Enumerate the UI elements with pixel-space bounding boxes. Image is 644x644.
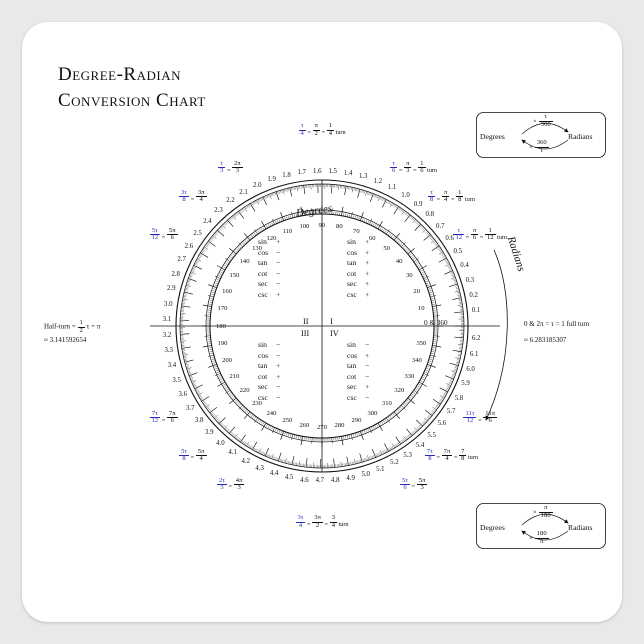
trig-row (345, 258, 375, 269)
degree-tick-label-350: 350 (416, 340, 427, 348)
special-angle-300: $\frac{5\tau}{6}$ = $\frac{5\pi}{3}$ (402, 476, 426, 492)
radian-tick-label-0p8: 0.8 (425, 211, 434, 219)
special-angle-60: $\frac{\tau}{6}$ = $\frac{\pi}{3}$ = $\frac{1}{6}$ turn (392, 159, 438, 175)
degree-tick-label-10: 10 (417, 304, 425, 312)
special-angle-330: $\frac{11\tau}{12}$ = $\frac{11\pi}{6}$ (465, 409, 495, 425)
degree-tick-label-290: 290 (351, 417, 362, 425)
degree-tick-label-130: 130 (252, 245, 262, 253)
trig-row (256, 269, 286, 280)
trig-sign: − (275, 350, 281, 360)
trig-function-name: csc (258, 392, 268, 402)
radian-tick-label-5p3: 5.3 (403, 451, 412, 459)
radian-tick-label-2p4: 2.4 (203, 217, 212, 225)
special-angle-210: $\frac{7\tau}{12}$ = $\frac{7\pi}{6}$ (151, 409, 176, 425)
trig-function-name: sin (347, 237, 356, 246)
radian-tick-label-3p4: 3.4 (167, 362, 177, 370)
trig-sign: + (275, 371, 281, 381)
radian-tick-label-0p7: 0.7 (436, 222, 445, 230)
title-line-1: Degree-Radian (58, 64, 181, 85)
radian-tick-label-5p5: 5.5 (427, 431, 436, 439)
degree-tick-label-200: 200 (222, 357, 232, 365)
radian-tick-label-3p7: 3.7 (186, 404, 195, 412)
radians-axis-label: Radians (504, 234, 528, 274)
radian-tick-label-5p1: 5.1 (376, 466, 385, 473)
radian-tick-label-4p9: 4.9 (346, 474, 355, 482)
bottom-box-bottom-factor: × $\frac{180}{\pi}$ (529, 530, 547, 545)
trig-row (345, 290, 375, 301)
degree-tick-label-120: 120 (266, 235, 277, 243)
degree-tick-label-110: 110 (282, 227, 293, 235)
degree-tick-label-270: 270 (317, 423, 327, 431)
trig-sign: − (275, 340, 281, 349)
radian-tick-label-0p6: 0.6 (445, 234, 454, 242)
bottom-right-box (476, 503, 606, 547)
trig-row (256, 351, 286, 362)
radian-tick-label-2p5: 2.5 (193, 229, 202, 237)
trig-sign: + (364, 237, 370, 246)
degree-tick-label-310: 310 (381, 399, 392, 407)
trig-sign: − (275, 392, 281, 402)
trig-row (256, 372, 286, 383)
radian-tick-label-4p1: 4.1 (228, 449, 237, 457)
radian-tick-label-2p3: 2.3 (214, 206, 223, 214)
trig-function-name: sin (258, 340, 267, 349)
radian-tick-label-0p5: 0.5 (453, 248, 463, 256)
top-box-top-factor: × $\frac{\tau}{360}$ (533, 113, 551, 128)
trig-row (345, 372, 375, 383)
trig-row (256, 258, 286, 269)
degree-tick-label-80: 80 (336, 223, 343, 231)
trig-sign: − (364, 340, 370, 349)
radian-tick-label-3p8: 3.8 (194, 417, 204, 425)
radian-tick-label-5p4: 5.4 (415, 442, 425, 450)
radian-tick-label-0p1: 0.1 (471, 307, 481, 315)
trig-sign: − (364, 392, 370, 402)
degree-tick-label-220: 220 (239, 387, 250, 395)
title-line-2: Conversion Chart (58, 89, 206, 111)
trig-sign: + (364, 279, 370, 288)
trig-sign: + (364, 382, 370, 391)
degree-tick-label-90: 90 (318, 221, 326, 229)
degree-tick-label-20: 20 (413, 287, 420, 295)
radian-tick-label-2p7: 2.7 (177, 256, 186, 264)
degree-tick-label-330: 330 (404, 373, 415, 380)
radian-tick-label-4p2: 4.2 (241, 457, 250, 465)
special-angle-240: $\frac{2\tau}{3}$ = $\frac{4\pi}{3}$ (219, 476, 243, 492)
radian-tick-label-4p7: 4.7 (315, 477, 325, 485)
degree-tick-label-300: 300 (367, 409, 378, 417)
top-right-box (476, 112, 606, 156)
trig-function-name: sin (347, 340, 356, 349)
trig-function-name: tan (347, 361, 357, 370)
bottom-box-top-factor: × $\frac{\pi}{180}$ (533, 504, 551, 519)
degree-tick-label-60: 60 (369, 235, 376, 243)
trig-function-name: cos (258, 247, 269, 257)
trig-row (256, 279, 286, 290)
trig-sign: − (364, 361, 370, 370)
trig-function-name: cot (258, 268, 268, 278)
trig-sign: + (275, 289, 281, 299)
radian-tick-label-2p9: 2.9 (167, 285, 176, 293)
radian-tick-label-4p8: 4.8 (331, 476, 340, 484)
radian-tick-label-3p3: 3.3 (164, 346, 173, 354)
trig-function-name: sec (347, 279, 357, 288)
trig-sign: + (364, 258, 370, 267)
trig-function-name: cot (347, 268, 357, 278)
radian-tick-label-0p2: 0.2 (469, 291, 478, 299)
trig-sign: − (275, 382, 281, 391)
trig-row (256, 382, 286, 393)
radian-tick-label-4p6: 4.6 (300, 476, 309, 484)
radian-tick-label-4p5: 4.5 (284, 474, 294, 482)
trig-function-name: sin (258, 237, 267, 246)
top-box-left-label: Degrees (480, 132, 505, 141)
special-angle-90: $\frac{\tau}{4}$ = $\frac{\pi}{2}$ = $\frac{1}{4}$ turn (300, 122, 346, 137)
trig-function-name: sec (347, 382, 357, 391)
radian-tick-label-2p8: 2.8 (171, 270, 180, 278)
radian-tick-label-1p1: 1.1 (387, 184, 397, 192)
trig-function-name: tan (258, 361, 268, 370)
trig-row (345, 351, 375, 362)
special-angle-150: $\frac{5\tau}{12}$ = $\frac{5\pi}{6}$ (151, 226, 176, 242)
trig-row (345, 382, 375, 393)
radian-tick-label-3p2: 3.2 (162, 331, 172, 339)
radian-tick-label-5p2: 5.2 (390, 459, 399, 467)
trig-row (345, 393, 375, 404)
full-turn-note: 0 & 2π = τ = 1 full turn (524, 320, 590, 328)
degree-tick-label-150: 150 (229, 272, 240, 279)
quadrant-III-signs (256, 340, 286, 403)
trig-row (345, 279, 375, 290)
top-box-bottom-factor: × $\frac{360}{\tau}$ (529, 139, 547, 154)
trig-function-name: sec (258, 279, 268, 288)
trig-function-name: tan (258, 258, 268, 267)
trig-sign: + (275, 361, 281, 370)
degree-tick-label-260: 260 (299, 421, 310, 429)
degree-tick-label-100: 100 (299, 223, 310, 231)
radian-tick-label-3p5: 3.5 (172, 376, 181, 384)
top-box-right-label: Radians (568, 132, 593, 141)
degree-tick-label-160: 160 (222, 287, 232, 295)
radian-tick-label-1p5: 1.5 (328, 167, 337, 175)
special-angle-225: $\frac{5\tau}{8}$ = $\frac{5\pi}{4}$ (181, 447, 205, 463)
quadrant-II-label: II (303, 317, 309, 326)
full-turn-value: ≈ 6.283185307 (524, 336, 567, 344)
radian-tick-label-1p9: 1.9 (267, 175, 276, 183)
degree-tick-label-180: 180 (216, 322, 226, 330)
degree-tick-label-140: 140 (239, 257, 250, 265)
special-angle-45: $\frac{\tau}{8}$ = $\frac{\pi}{4}$ = $\frac{1}{8}$ turn (429, 188, 475, 204)
radian-tick-label-4p0: 4.0 (216, 439, 225, 447)
trig-sign: − (275, 247, 281, 257)
radian-tick-label-2p6: 2.6 (184, 242, 194, 250)
radian-tick-label-1p6: 1.6 (312, 167, 322, 175)
radian-tick-label-1p0: 1.0 (401, 192, 410, 200)
trig-function-name: tan (347, 258, 357, 267)
trig-function-name: cos (347, 350, 358, 360)
degree-tick-label-320: 320 (394, 387, 405, 395)
radian-tick-label-0p3: 0.3 (465, 276, 475, 284)
special-angle-30: $\frac{\tau}{12}$ = $\frac{\pi}{6}$ = $\frac{1}{12}$ turn (455, 226, 508, 242)
degree-tick-label-340: 340 (411, 357, 422, 365)
radian-tick-label-1p8: 1.8 (282, 171, 291, 179)
trig-sign: − (364, 371, 370, 381)
trig-function-name: csc (347, 392, 357, 402)
radian-tick-label-0p9: 0.9 (413, 201, 423, 209)
radian-tick-label-6p2: 6.2 (471, 335, 481, 343)
radian-tick-label-1p4: 1.4 (343, 169, 353, 177)
radian-tick-label-5p6: 5.6 (437, 420, 447, 428)
degrees-axis-label: Degrees (295, 202, 333, 220)
degree-tick-label-70: 70 (353, 227, 360, 235)
quadrant-III-label: III (301, 329, 310, 338)
trig-row (345, 361, 375, 372)
radian-tick-label-5p7: 5.7 (446, 407, 456, 415)
radian-tick-label-5p8: 5.8 (454, 394, 464, 402)
quadrant-I-signs (345, 237, 375, 300)
special-angle-135: $\frac{3\tau}{8}$ = $\frac{3\pi}{4}$ (181, 188, 205, 204)
radian-tick-label-6p1: 6.1 (469, 350, 479, 358)
trig-sign: + (364, 247, 370, 257)
special-angle-120: $\frac{\tau}{3}$ = $\frac{2\pi}{3}$ (220, 159, 241, 175)
radian-tick-label-3p0: 3.0 (164, 300, 173, 308)
special-angle-270: $\frac{3\tau}{4}$ = $\frac{3\pi}{2}$ = $\frac{3}{4}$ turn (297, 514, 349, 529)
trig-sign: + (364, 268, 370, 278)
radian-tick-label-2p1: 2.1 (239, 188, 248, 196)
trig-sign: + (364, 350, 370, 360)
degree-tick-label-30: 30 (405, 272, 413, 279)
trig-row (345, 248, 375, 259)
zero-360-label: 0 & 360 (424, 319, 448, 327)
trig-row (256, 361, 286, 372)
degree-tick-label-280: 280 (334, 421, 345, 429)
radian-tick-label-2p0: 2.0 (252, 181, 262, 189)
radian-tick-label-3p9: 3.9 (204, 429, 214, 437)
special-angle-315: $\frac{7\tau}{8}$ = $\frac{7\pi}{4}$ = $\frac{7}{8}$ turn (426, 447, 478, 463)
trig-function-name: cos (258, 350, 269, 360)
quadrant-IV-signs (345, 340, 375, 403)
trig-function-name: cot (258, 371, 268, 381)
bottom-box-left-label: Degrees (480, 523, 505, 532)
trig-sign: − (275, 279, 281, 288)
degree-tick-label-170: 170 (217, 304, 228, 312)
radian-tick-label-4p4: 4.4 (269, 469, 279, 477)
half-turn-note: Half-turn = $\frac{1}{2}$ τ = π (44, 319, 101, 334)
degree-tick-label-50: 50 (383, 245, 390, 253)
quadrant-IV-label: IV (330, 329, 339, 338)
radian-tick-label-2p2: 2.2 (226, 197, 235, 205)
quadrant-I-label: I (330, 317, 333, 326)
trig-row (345, 340, 375, 351)
degree-tick-label-250: 250 (282, 417, 293, 425)
radian-tick-label-5p9: 5.9 (461, 380, 470, 388)
radian-tick-label-1p7: 1.7 (297, 168, 307, 176)
radian-tick-label-1p3: 1.3 (358, 173, 368, 181)
bottom-box-right-label: Radians (568, 523, 593, 532)
radian-tick-label-1p2: 1.2 (373, 178, 383, 186)
radian-tick-label-0p4: 0.4 (460, 262, 469, 270)
trig-sign: − (275, 258, 281, 267)
radian-tick-label-6p0: 6.0 (466, 365, 475, 373)
radian-tick-label-4p3: 4.3 (255, 464, 264, 472)
trig-row (256, 340, 286, 351)
trig-function-name: sec (258, 382, 268, 391)
degree-tick-label-230: 230 (252, 399, 262, 407)
radian-tick-label-3p6: 3.6 (178, 391, 187, 399)
trig-function-name: cot (347, 371, 357, 381)
degree-tick-label-190: 190 (217, 340, 228, 348)
trig-sign: + (275, 237, 281, 246)
half-turn-value: ≈ 3.141592654 (44, 336, 87, 344)
degree-tick-label-40: 40 (395, 257, 403, 265)
trig-sign: − (275, 268, 281, 278)
trig-function-name: csc (258, 289, 268, 299)
trig-function-name: cos (347, 247, 358, 257)
trig-function-name: csc (347, 289, 357, 299)
trig-sign: + (364, 289, 370, 299)
radian-tick-label-3p1: 3.1 (162, 316, 172, 324)
degree-tick-label-240: 240 (266, 409, 277, 417)
trig-row (256, 290, 286, 301)
trig-row (345, 269, 375, 280)
degree-tick-label-210: 210 (229, 373, 240, 380)
radian-tick-label-5p0: 5.0 (361, 471, 370, 479)
